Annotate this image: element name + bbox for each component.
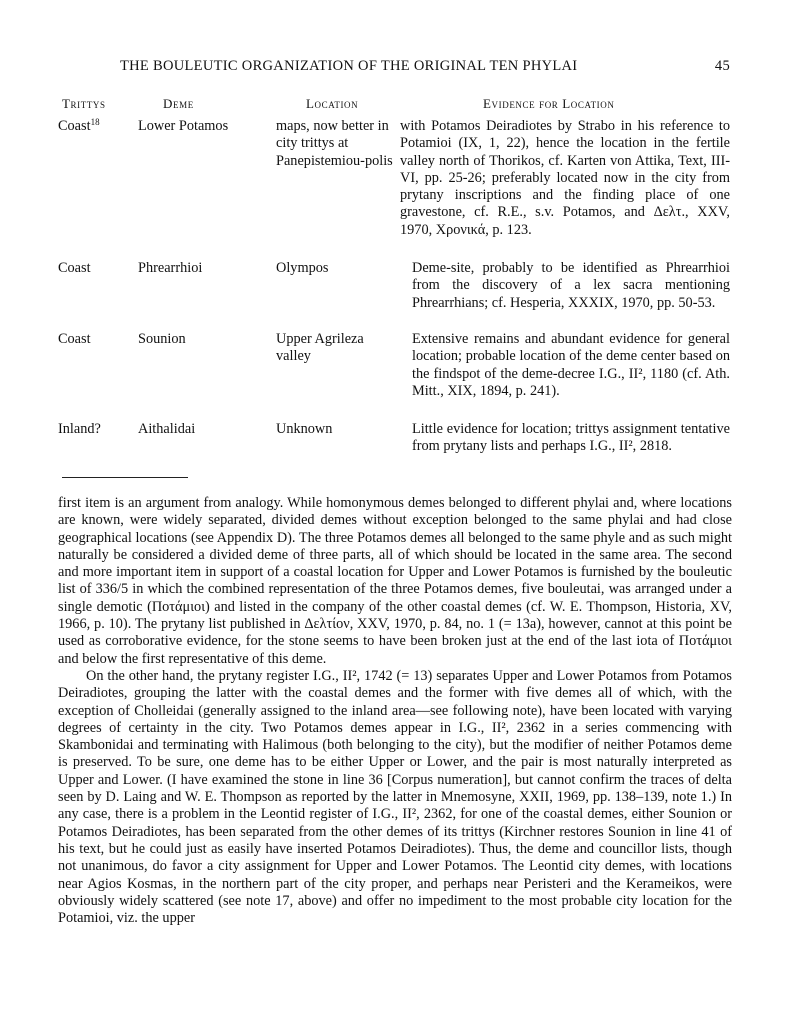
- running-title: THE BOULEUTIC ORGANIZATION OF THE ORIGINAL TEN PHYLAI: [120, 58, 578, 74]
- page-number: 45: [714, 58, 730, 74]
- trittys-cell: Coast: [58, 260, 91, 276]
- body-text: [58, 495, 732, 927]
- column-header-deme: Deme: [163, 96, 194, 111]
- evidence-cell: Little evidence for location; trittys assignment tentative from prytany lists and perhaps I.G., II², 2818.: [412, 421, 730, 455]
- location-cell: Unknown: [276, 421, 333, 437]
- paragraph: first item is an argument from analogy. While homonymous demes belonged to different phylai and, where locations are known, were widely separated, divided demes without exception belonged to the same phylai and had close geographical locations (see Appendix D). The three Potamos demes all belonged to the same phyle and as such might naturally be considered a divided deme of three parts, all of which should be located in the same area. The second and more important item in support of a coastal location for Upper and Lower Potamos is furnished by the bouleutic list of 336/5 in which the combined representation of the three Potamos demes, five bouleutai, was arranged under a single demotic (Ποτάμιοι) and listed in the company of the other coastal demes (cf. W. E. Thompson, Historia, XV, 1966, p. 10). The prytany list published in Δελτίον, XXV, 1970, p. 84, no. 1 (= 13a), however, cannot at this point be used as corroborative evidence, for the stone seems to have been broken just at the end of the last iota of Ποτάμιοι and below the first representative of this deme.: [58, 495, 732, 667]
- divider: [62, 477, 188, 478]
- deme-cell: Phrearrhioi: [138, 260, 203, 276]
- column-header-trittys: Trittys: [62, 96, 106, 111]
- evidence-cell: Deme-site, probably to be identified as Phrearrhioi from the discovery of a lex sacra mentioning Phrearrhians; cf. Hesperia, XXXIX, 1970, pp. 50-53.: [412, 260, 730, 311]
- column-header-location: Location: [306, 96, 359, 111]
- running-header: [62, 58, 730, 80]
- column-header-evidence: Evidence for Location: [483, 96, 615, 111]
- trittys-value: Coast: [58, 118, 91, 134]
- deme-cell: Aithalidai: [138, 421, 196, 437]
- deme-cell: Sounion: [138, 331, 186, 347]
- location-cell: Olympos: [276, 260, 329, 276]
- trittys-cell: Coast: [58, 331, 91, 347]
- trittys-cell: [58, 118, 138, 135]
- evidence-cell: Extensive remains and abundant evidence for general location; probable location of the deme center based on the findspot of the deme-decree I.G., II², 1180 (cf. Ath. Mitt., XIX, 1894, p. 241).: [412, 331, 730, 399]
- paragraph: On the other hand, the prytany register I.G., II², 1742 (= 13) separates Upper and Lower Potamos from Potamos Deiradiotes, grouping the latter with the coastal demes and the former with five demes all of which, with the exception of Cholleidai (generally assigned to the inland area—see following note), have been located with varying degrees of certainty in the city. Two Potamos demes appear in I.G., II², 2362 in a series commencing with Skambonidai and terminating with Halimous (both belonging to the city), but the modifier of neither Potamos deme is preserved. To be sure, one deme has to be either Upper or Lower, and the pair is most naturally interpreted as Upper and Lower. (I have examined the stone in line 36 [Corpus numeration], but cannot confirm the traces of delta seen by D. Laing and W. E. Thompson as reported by the latter in Mnemosyne, XXII, 1969, pp. 138–139, note 1.) In any case, there is a problem in the Leontid register of I.G., II², 2362, for one of the coastal demes, either Sounion or Potamos Deiradiotes, has been separated from the other demes of its trittys (Kirchner restores Sounion in line 41 of his text, but he could just as easily have inserted Potamos Deiradiotes). Thus, the deme and councillor lists, though not unanimous, do favor a city assignment for Upper and Lower Potamos. The Leontid city demes, with locations near Agios Kosmas, in the northern part of the city proper, and perhaps near Peristeri and the Kerameikos, were obviously widely scattered (see note 17, above) and offer no impediment to the most probable city location for the Potamioi, viz. the upper: [58, 667, 732, 927]
- evidence-cell: with Potamos Deiradiotes by Strabo in his reference to Potamioi (IX, 1, 22), hence the location in the fertile valley north of Thorikos, cf. Karten von Attika, Text, III-VI, pp. 25-26; preferably located now in the city from prytany inscriptions and the finding place of one gravestone, cf. R.E., s.v. Potamos, and Δελτ., XXV, 1970, Χρονικά, p. 123.: [400, 118, 730, 238]
- deme-cell: Lower Potamos: [138, 118, 229, 134]
- location-cell: Upper Agrileza valley: [276, 331, 364, 365]
- footnote-marker: 18: [90, 117, 100, 127]
- trittys-cell: Inland?: [58, 421, 101, 437]
- location-cell: maps, now better in city trittys at Panepistemiou-polis: [276, 118, 393, 169]
